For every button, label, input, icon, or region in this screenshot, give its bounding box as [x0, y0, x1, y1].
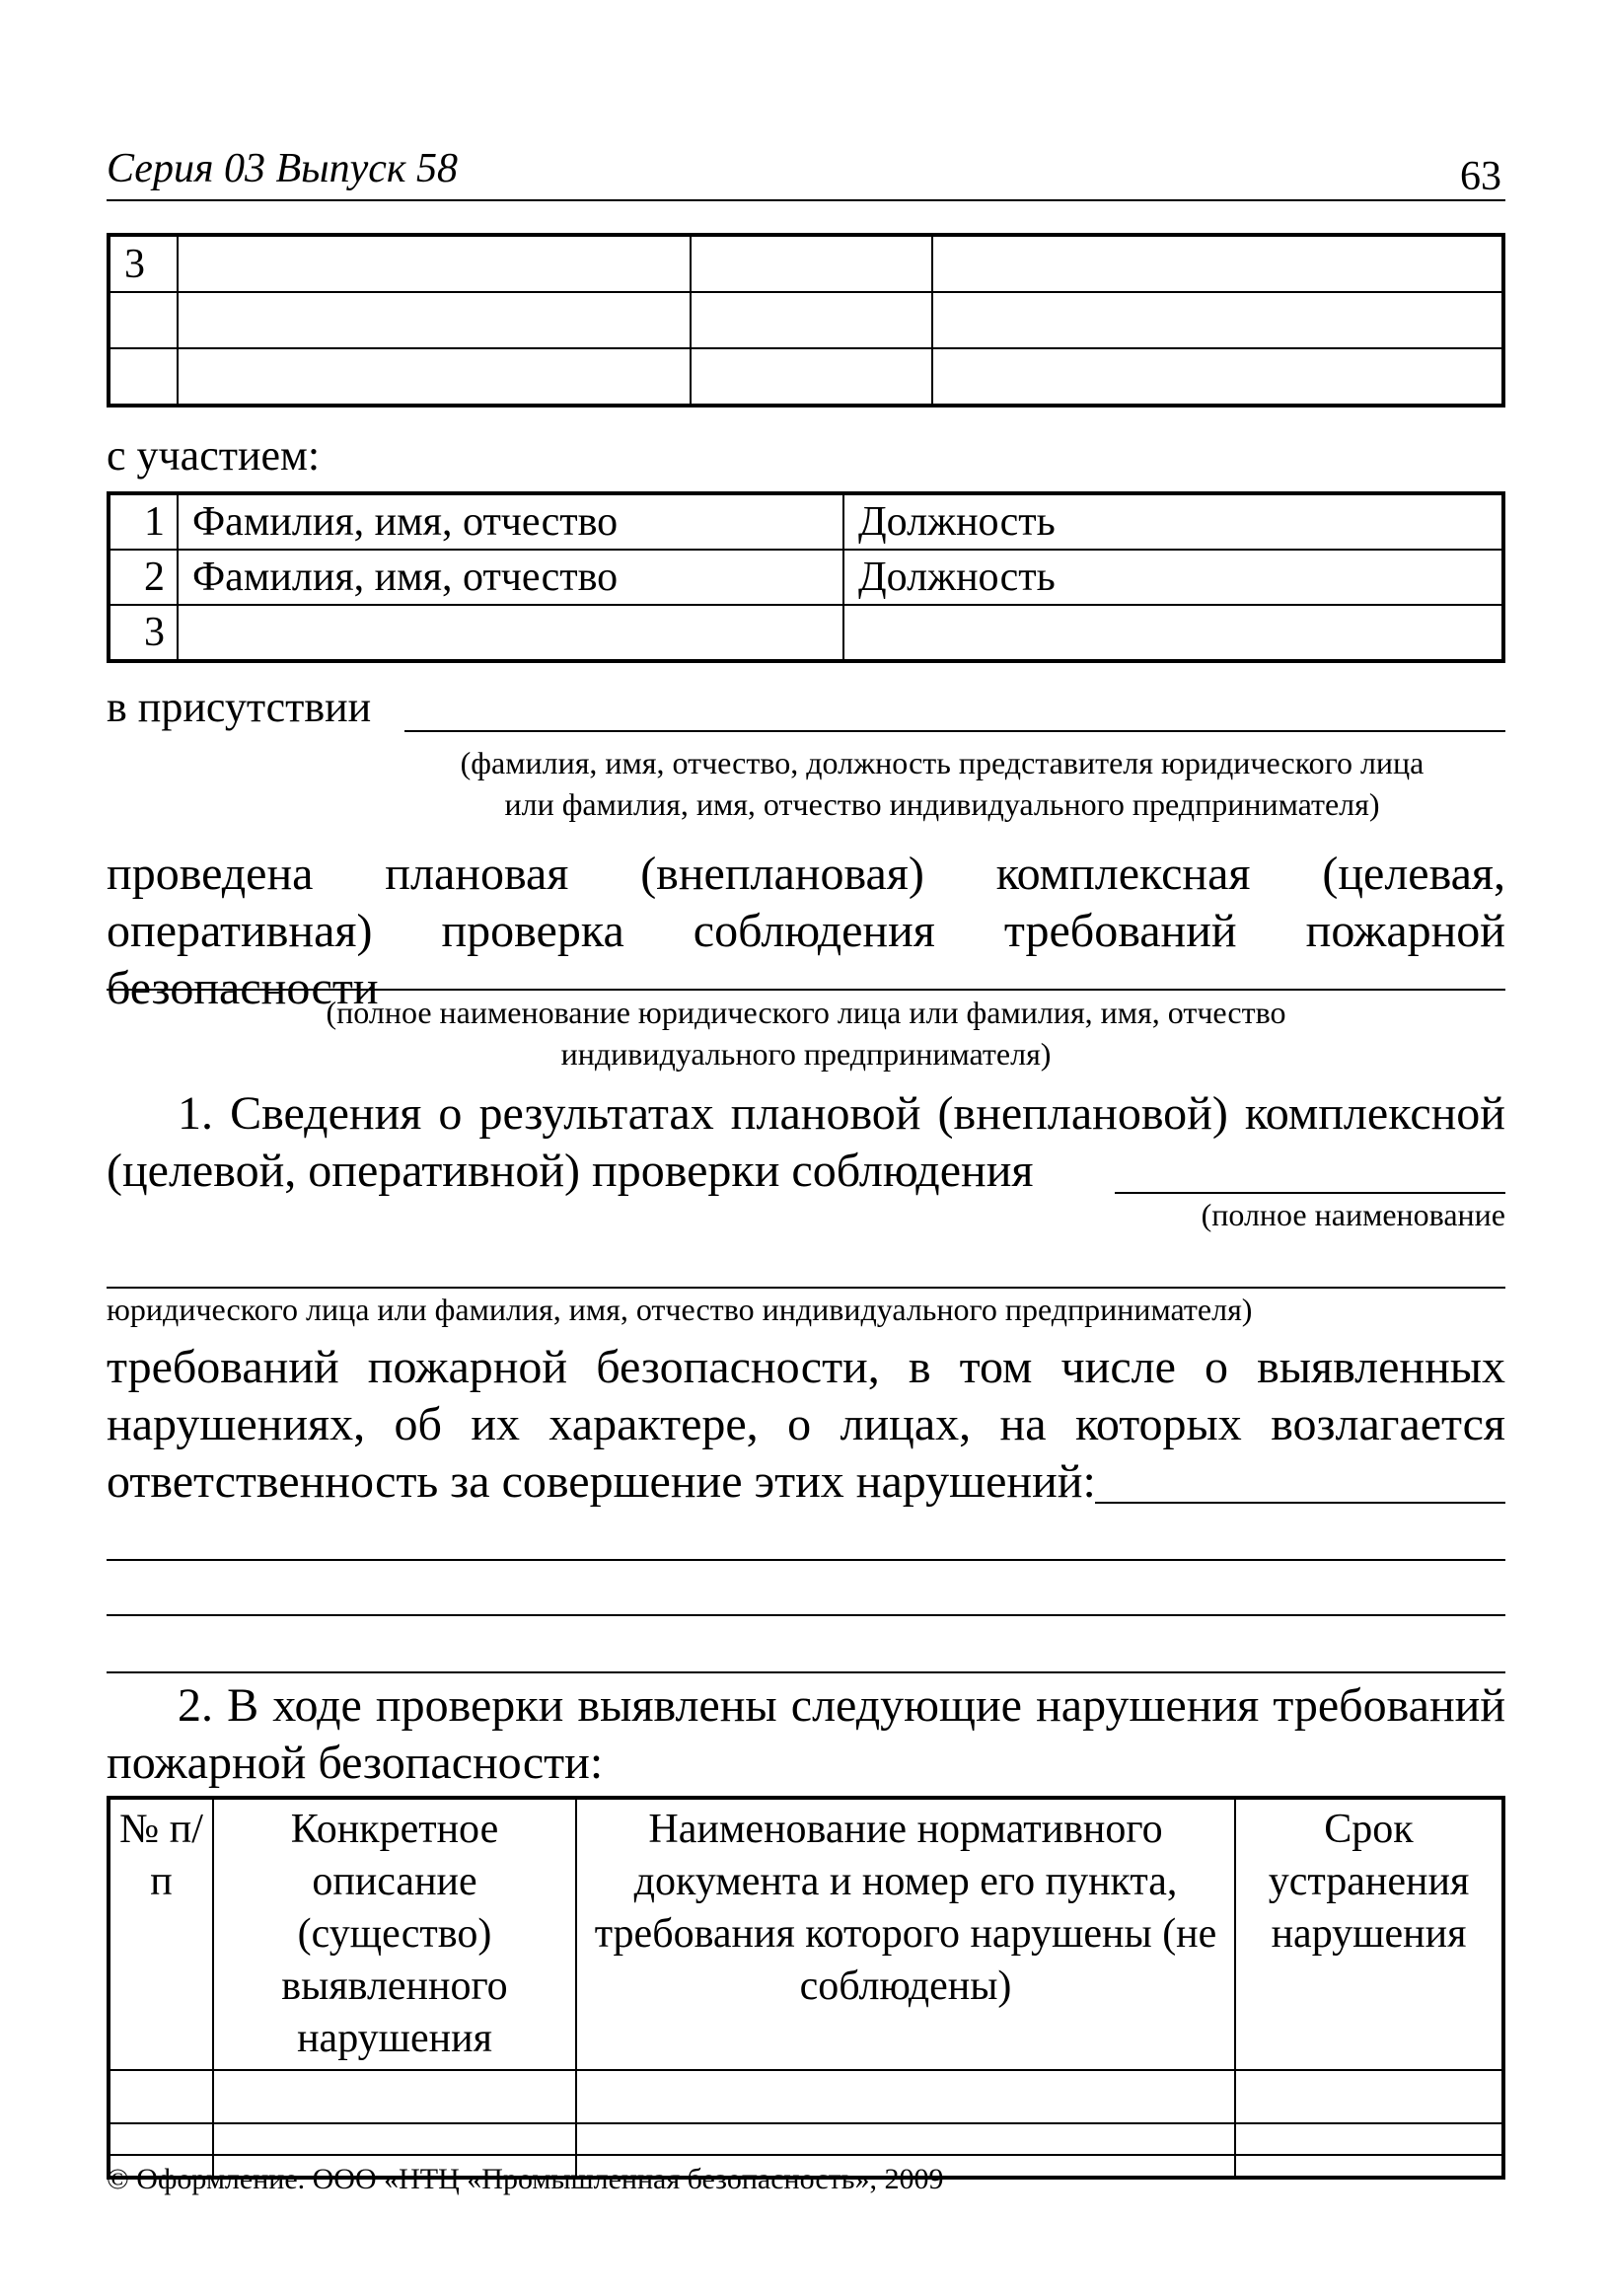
table-header-row: [109, 1798, 1503, 2070]
table-cell: [691, 292, 932, 348]
presence-fill-line[interactable]: [404, 730, 1505, 732]
header-divider: [107, 199, 1505, 201]
inspectors-table-continuation: [107, 233, 1505, 407]
participants-table: [107, 491, 1505, 663]
footer-divider: [107, 2154, 1505, 2156]
table-cell: [178, 235, 691, 292]
blank-line[interactable]: [107, 1671, 1505, 1673]
column-header-deadline: Срок устранения нарушения: [1235, 1798, 1503, 2070]
table-cell[interactable]: [1235, 2123, 1503, 2178]
row-number: 2: [109, 550, 178, 605]
entity-name-fill-line[interactable]: [107, 989, 1505, 991]
table-cell: 3: [109, 235, 178, 292]
position-cell: Должность: [843, 550, 1503, 605]
table-row: [109, 292, 1503, 348]
table-row: [109, 550, 1503, 605]
table-row: [109, 2070, 1503, 2123]
copyright-footer: © Оформление. ООО «НТЦ «Промышленная безопасность», 2009: [107, 2163, 944, 2195]
section-1-hint: (полное наименование: [1201, 1197, 1505, 1232]
table-row: [109, 235, 1503, 292]
entity-name-hint: [107, 992, 1505, 1074]
full-name-cell: Фамилия, имя, отчество: [178, 550, 843, 605]
table-cell[interactable]: [576, 2070, 1235, 2123]
inspection-paragraph: проведена плановая (внеплановая) комплексная (целевая, оперативная) проверка соблюдения требований пожарной безопасности: [107, 848, 1505, 1014]
table-cell: [691, 348, 932, 406]
section-1-continuation: требований пожарной безопасности, в том числе о выявленных нарушениях, об их характере, о лицах, на которых возлагается ответственность за совершение этих нарушений:: [107, 1341, 1505, 1508]
section-1-text: [107, 1085, 1505, 1200]
row-number: 3: [109, 605, 178, 661]
position-cell: [843, 605, 1503, 661]
table-cell: [932, 235, 1503, 292]
section-2-heading: 2. В ходе проверки выявлены следующие нарушения требований пожарной безопасности:: [107, 1679, 1505, 1789]
row-number: 1: [109, 493, 178, 550]
table-row: [109, 493, 1503, 550]
violations-table: [107, 1796, 1505, 2180]
violations-fill-line[interactable]: [1095, 1502, 1505, 1504]
section-2-text: [107, 1677, 1505, 1792]
entity-hint-line: (полное наименование юридического лица или фамилия, имя, отчество: [326, 995, 1286, 1030]
column-header-regulation: Наименование нормативного документа и номер его пункта, требования которого нарушены (не соблюдены): [576, 1798, 1235, 2070]
full-name-cell: Фамилия, имя, отчество: [178, 493, 843, 550]
blank-line[interactable]: [107, 1559, 1505, 1561]
table-cell[interactable]: [213, 2070, 576, 2123]
position-cell: Должность: [843, 493, 1503, 550]
table-cell: [932, 292, 1503, 348]
section-1-hint-continued: юридического лица или фамилия, имя, отчество индивидуального предпринимателя): [107, 1292, 1253, 1327]
presence-hint-line: или фамилия, имя, отчество индивидуального предпринимателя): [504, 786, 1380, 822]
section-1-heading: 1. Сведения о результатах плановой (внеплановой) комплексной (целевой, оперативной) проверки соблюдения: [107, 1087, 1505, 1197]
table-cell: [109, 348, 178, 406]
page-number: 63: [1460, 154, 1501, 199]
table-cell[interactable]: [1235, 2070, 1503, 2123]
series-title: Серия 03 Выпуск 58: [107, 146, 458, 191]
table-row: [109, 605, 1503, 661]
table-cell: [691, 235, 932, 292]
table-cell: [178, 348, 691, 406]
table-cell[interactable]: [109, 2070, 213, 2123]
table-cell: [932, 348, 1503, 406]
participation-label: с участием:: [107, 431, 321, 480]
full-name-cell: [178, 605, 843, 661]
table-row: [109, 348, 1503, 406]
column-header-number: № п/п: [109, 1798, 213, 2070]
presence-hint-line: (фамилия, имя, отчество, должность представителя юридического лица: [460, 745, 1425, 780]
table-cell: [109, 292, 178, 348]
presence-hint: [375, 742, 1509, 825]
entity-hint-line: индивидуального предпринимателя): [560, 1036, 1052, 1072]
blank-line[interactable]: [107, 1614, 1505, 1616]
column-header-description: Конкретное описание (существо) выявленного нарушения: [213, 1798, 576, 2070]
presence-label: в присутствии: [107, 683, 372, 731]
table-cell: [178, 292, 691, 348]
